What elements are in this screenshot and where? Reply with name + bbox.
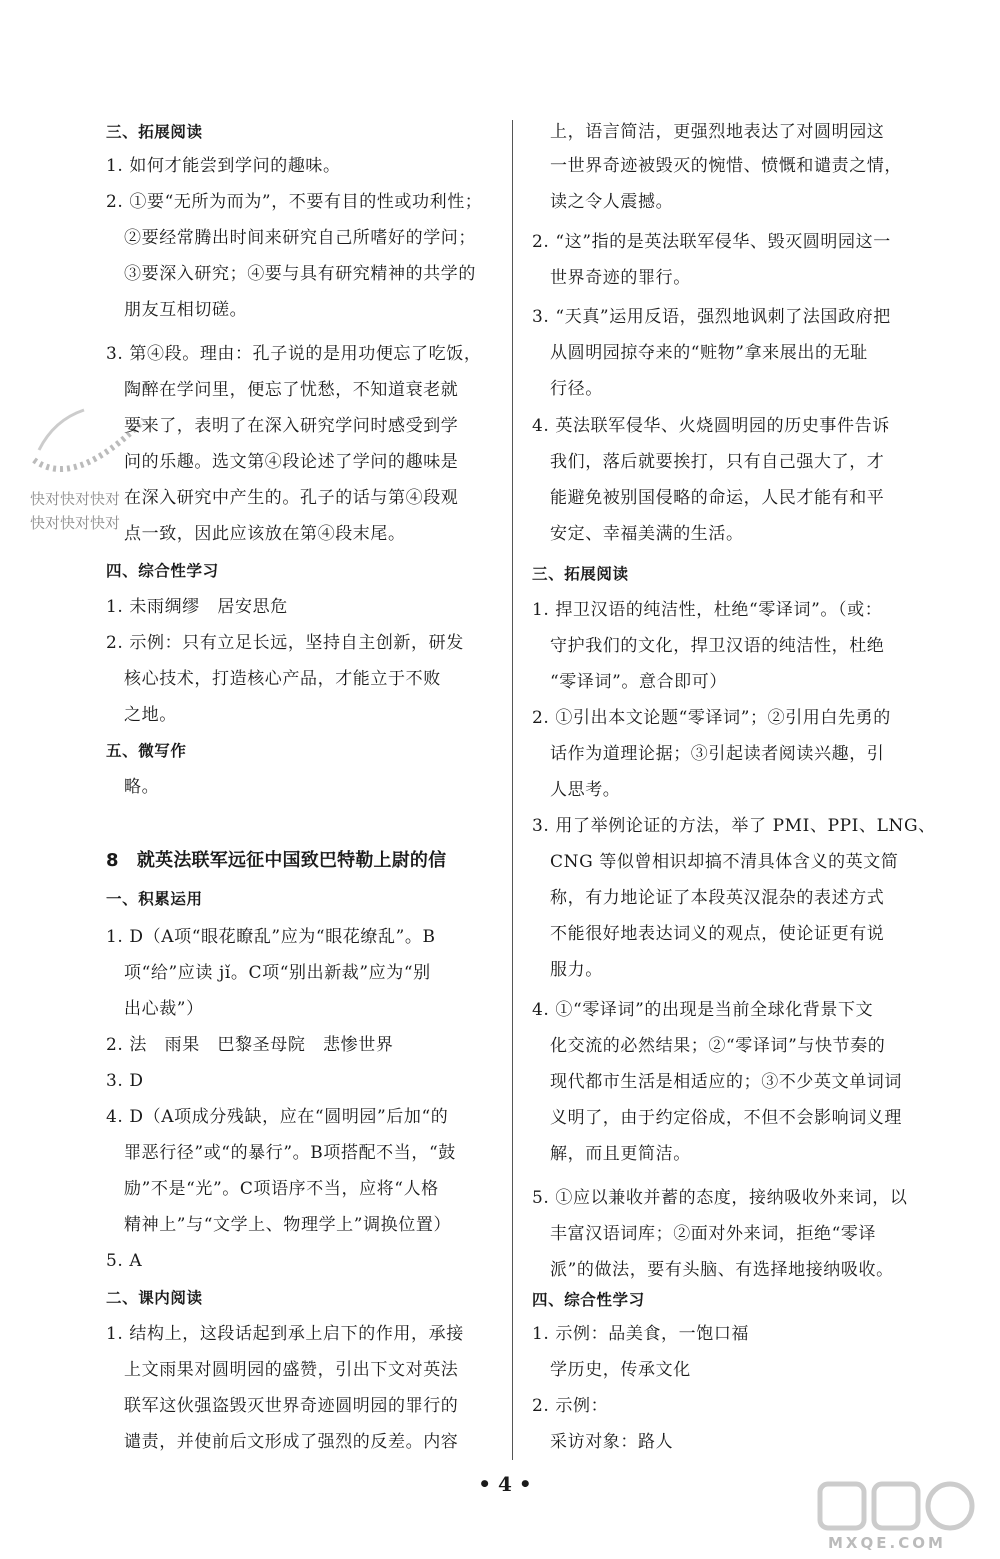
answer-line: 从圆明园掠夺来的“赃物”拿来展出的无耻 (550, 343, 868, 363)
answer-line: 义明了，由于约定俗成，不但不会影响词义理 (550, 1108, 902, 1128)
answer-line: 化交流的必然结果；②“零译词”与快节奏的 (550, 1036, 886, 1056)
answer-line: 3. “天真”运用反语，强烈地讽刺了法国政府把 (532, 307, 891, 327)
answer-line: 点一致，因此应该放在第④段末尾。 (124, 524, 406, 544)
answer-line: 话作为道理论据；③引起读者阅读兴趣，引 (550, 744, 885, 764)
answer-line: 人思考。 (550, 780, 621, 800)
answer-line: 现代都市生活是相适应的；③不少英文单词词 (550, 1072, 902, 1092)
column-divider (512, 120, 513, 1460)
answer-line: 1. 示例：品美食，一饱口福 (532, 1324, 750, 1344)
answer-line: 上文雨果对圆明园的盛赞，引出下文对英法 (124, 1360, 459, 1380)
answer-line: 丰富汉语词库；②面对外来词，拒绝“零译 (550, 1224, 877, 1244)
answer-line: 1. 捍卫汉语的纯洁性，杜绝“零译词”。（或： (532, 600, 883, 620)
answer-line: 服力。 (550, 960, 603, 980)
answer-line: 派”的做法，要有头脑、有选择地接纳吸收。 (550, 1260, 894, 1280)
answer-line: 解，而且更简洁。 (550, 1144, 691, 1164)
answer-line: 2. 示例： (532, 1396, 609, 1416)
watermark-logo-text: MXQE.COM (828, 1534, 946, 1552)
answer-line: 能避免被别国侵略的命运，人民才能有和平 (550, 488, 885, 508)
answer-line: CNG 等似曾相识却搞不清具体含义的英文简 (550, 852, 899, 872)
answer-line: 朋友互相切磋。 (124, 300, 248, 320)
answer-line: 行径。 (550, 379, 603, 399)
watermark-text: 快对快对快对 (30, 490, 121, 508)
section-heading: 三、拓展阅读 (106, 123, 203, 141)
answer-line: 3. 第④段。理由：孔子说的是用功便忘了吃饭， (106, 344, 482, 364)
answer-line: 2. ①要“无所为而为”，不要有目的性或功利性； (106, 192, 483, 212)
answer-line: 安定、幸福美满的生活。 (550, 524, 744, 544)
answer-line: ③要深入研究；④要与具有研究精神的共学的 (124, 264, 476, 284)
watermark-text: 快对快对快对 (30, 514, 121, 532)
answer-line: ②要经常腾出时间来研究自己所嗜好的学问； (124, 228, 476, 248)
answer-line: 不能很好地表达词义的观点，使论证更有说 (550, 924, 885, 944)
section-heading: 二、课内阅读 (106, 1289, 203, 1307)
answer-line: 罪恶行径”或“的暴行”。B项搭配不当，“鼓 (124, 1143, 456, 1163)
answer-line: 谴责，并使前后文形成了强烈的反差。内容 (124, 1432, 459, 1452)
answer-line: 1. 如何才能尝到学问的趣味。 (106, 156, 341, 176)
answer-line: 3. D (106, 1071, 144, 1091)
answer-line: 陶醉在学问里，便忘了忧愁，不知道衰老就 (124, 380, 459, 400)
answer-line: 2. “这”指的是英法联军侵华、毁灭圆明园这一 (532, 232, 891, 252)
answer-line: 2. ①引出本文论题“零译词”；②引用白先勇的 (532, 708, 891, 728)
section-heading: 三、拓展阅读 (532, 565, 629, 583)
answer-line: 采访对象：路人 (550, 1432, 674, 1452)
answer-line: 5. ①应以兼收并蓄的态度，接纳吸收外来词，以 (532, 1188, 908, 1208)
watermark-swoosh-icon (14, 390, 164, 490)
answer-line: 1. 未雨绸缪 居安思危 (106, 597, 288, 617)
section-heading: 一、积累运用 (106, 890, 203, 908)
answer-line: 项“给”应读 jǐ。C项“别出新裁”应为“别 (124, 963, 431, 983)
answer-line: 读之令人震撼。 (550, 192, 674, 212)
answer-line: 精神上”与“文学上、物理学上”调换位置） (124, 1215, 452, 1235)
section-heading: 四、综合性学习 (106, 562, 219, 580)
answer-line: 我们，落后就要挨打，只有自己强大了，才 (550, 452, 885, 472)
answer-line: 问的乐趣。选文第④段论述了学问的趣味是 (124, 452, 459, 472)
answer-line: 3. 用了举例论证的方法，举了 PMI、PPI、LNG、 (532, 816, 936, 836)
answer-line: 世界奇迹的罪行。 (550, 268, 691, 288)
answer-line: 核心技术，打造核心产品，才能立于不败 (124, 669, 441, 689)
answer-line: 略。 (124, 777, 160, 797)
page-number: • 4 • (478, 1472, 532, 1496)
answer-line: 上，语言简洁，更强烈地表达了对圆明园这 (550, 122, 885, 142)
lesson-title: 8 就英法联军远征中国致巴特勒上尉的信 (106, 850, 447, 871)
answer-line: 励”不是“光”。C项语序不当，应将“人格 (124, 1179, 439, 1199)
answer-line: 5. A (106, 1251, 143, 1271)
answer-line: 一世界奇迹被毁灭的惋惜、愤慨和谴责之情， (550, 156, 902, 176)
answer-line: 1. D（A项“眼花瞭乱”应为“眼花缭乱”。B (106, 927, 436, 947)
answer-line: 之地。 (124, 705, 177, 725)
answer-line: 2. 法 雨果 巴黎圣母院 悲惨世界 (106, 1035, 394, 1055)
section-heading: 四、综合性学习 (532, 1291, 645, 1309)
answer-line: 出心裁”） (124, 999, 204, 1019)
answer-line: 4. D（A项成分残缺，应在“圆明园”后加“的 (106, 1107, 449, 1127)
answer-line: 在深入研究中产生的。孔子的话与第④段观 (124, 488, 459, 508)
answer-line: 联军这伙强盗毁灭世界奇迹圆明园的罪行的 (124, 1396, 459, 1416)
section-heading: 五、微写作 (106, 742, 187, 760)
answer-line: 要来了，表明了在深入研究学问时感受到学 (124, 416, 459, 436)
answer-line: 2. 示例：只有立足长远，坚持自主创新，研发 (106, 633, 464, 653)
answer-line: “零译词”。意合即可） (550, 672, 727, 692)
answer-line: 称，有力地论证了本段英汉混杂的表述方式 (550, 888, 885, 908)
answer-line: 学历史，传承文化 (550, 1360, 691, 1380)
answer-line: 4. ①“零译词”的出现是当前全球化背景下文 (532, 1000, 874, 1020)
answer-line: 4. 英法联军侵华、火烧圆明园的历史事件告诉 (532, 416, 890, 436)
answer-line: 1. 结构上，这段话起到承上启下的作用，承接 (106, 1324, 464, 1344)
answer-line: 守护我们的文化，捍卫汉语的纯洁性，杜绝 (550, 636, 885, 656)
